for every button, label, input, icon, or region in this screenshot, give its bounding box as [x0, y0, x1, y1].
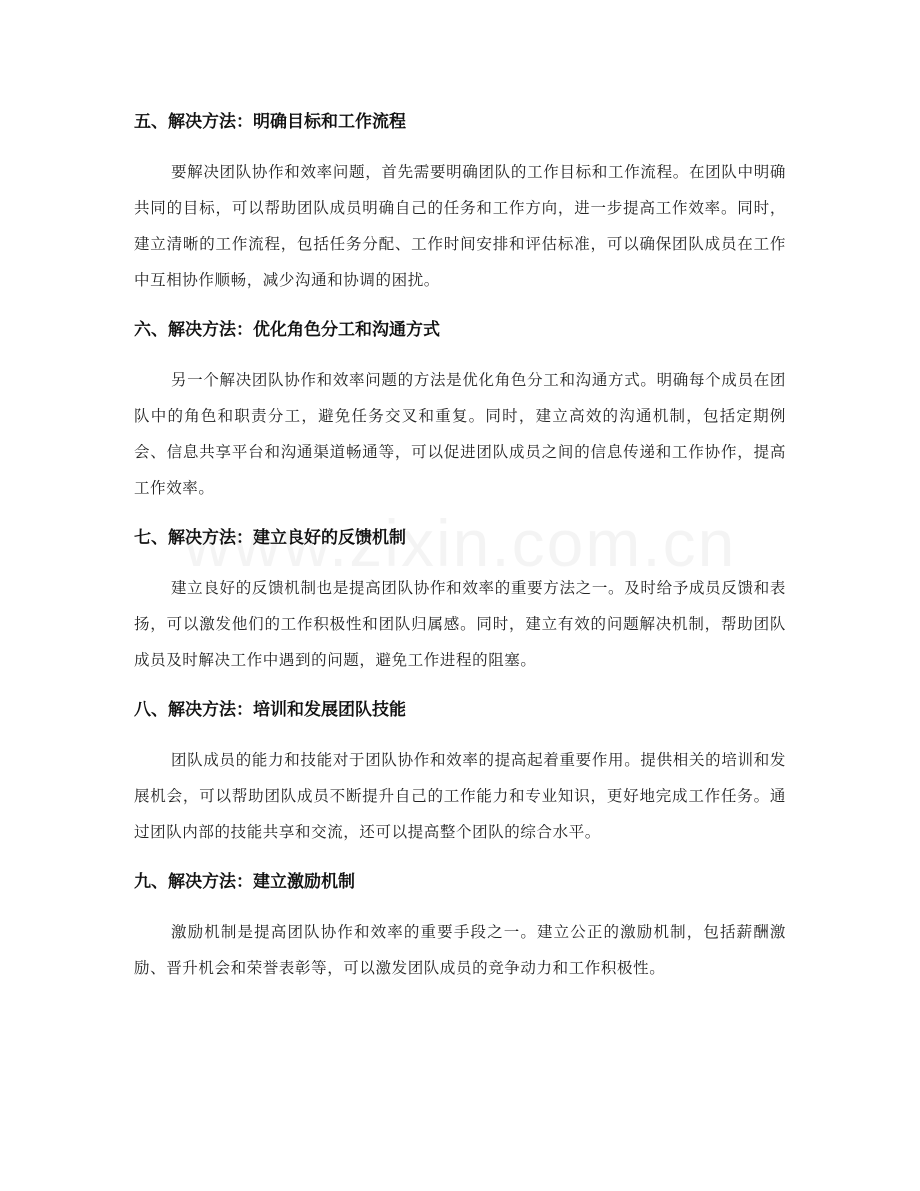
document-body [134, 104, 786, 1000]
section-heading: 九、解决方法：建立激励机制 [134, 872, 355, 892]
section-heading: 七、解决方法：建立良好的反馈机制 [134, 528, 406, 548]
section-5 [134, 104, 786, 298]
section-8 [134, 692, 786, 850]
section-heading: 八、解决方法：培训和发展团队技能 [134, 700, 406, 720]
section-paragraph: 另一个解决团队协作和效率问题的方法是优化角色分工和沟通方式。明确每个成员在团队中的角色和职责分工，避免任务交叉和重复。同时，建立高效的沟通机制，包括定期例会、信息共享平台和沟通渠道畅通等，可以促进团队成员之间的信息传递和工作协作，提高工作效率。 [134, 371, 786, 497]
section-paragraph: 激励机制是提高团队协作和效率的重要手段之一。建立公正的激励机制，包括薪酬激励、晋升机会和荣誉表彰等，可以激发团队成员的竞争动力和工作积极性。 [134, 923, 786, 977]
section-9 [134, 864, 786, 986]
section-7 [134, 520, 786, 678]
section-paragraph: 要解决团队协作和效率问题，首先需要明确团队的工作目标和工作流程。在团队中明确共同的目标，可以帮助团队成员明确自己的任务和工作方向，进一步提高工作效率。同时，建立清晰的工作流程，包括任务分配、工作时间安排和评估标准，可以确保团队成员在工作中互相协作顺畅，减少沟通和协调的困扰。 [134, 163, 786, 289]
section-paragraph: 团队成员的能力和技能对于团队协作和效率的提高起着重要作用。提供相关的培训和发展机会，可以帮助团队成员不断提升自己的工作能力和专业知识，更好地完成工作任务。通过团队内部的技能共享和交流，还可以提高整个团队的综合水平。 [134, 751, 786, 841]
section-paragraph: 建立良好的反馈机制也是提高团队协作和效率的重要方法之一。及时给予成员反馈和表扬，可以激发他们的工作积极性和团队归属感。同时，建立有效的问题解决机制，帮助团队成员及时解决工作中遇到的问题，避免工作进程的阻塞。 [134, 579, 786, 669]
section-6 [134, 312, 786, 506]
section-heading: 五、解决方法：明确目标和工作流程 [134, 112, 406, 132]
section-heading: 六、解决方法：优化角色分工和沟通方式 [134, 320, 440, 340]
